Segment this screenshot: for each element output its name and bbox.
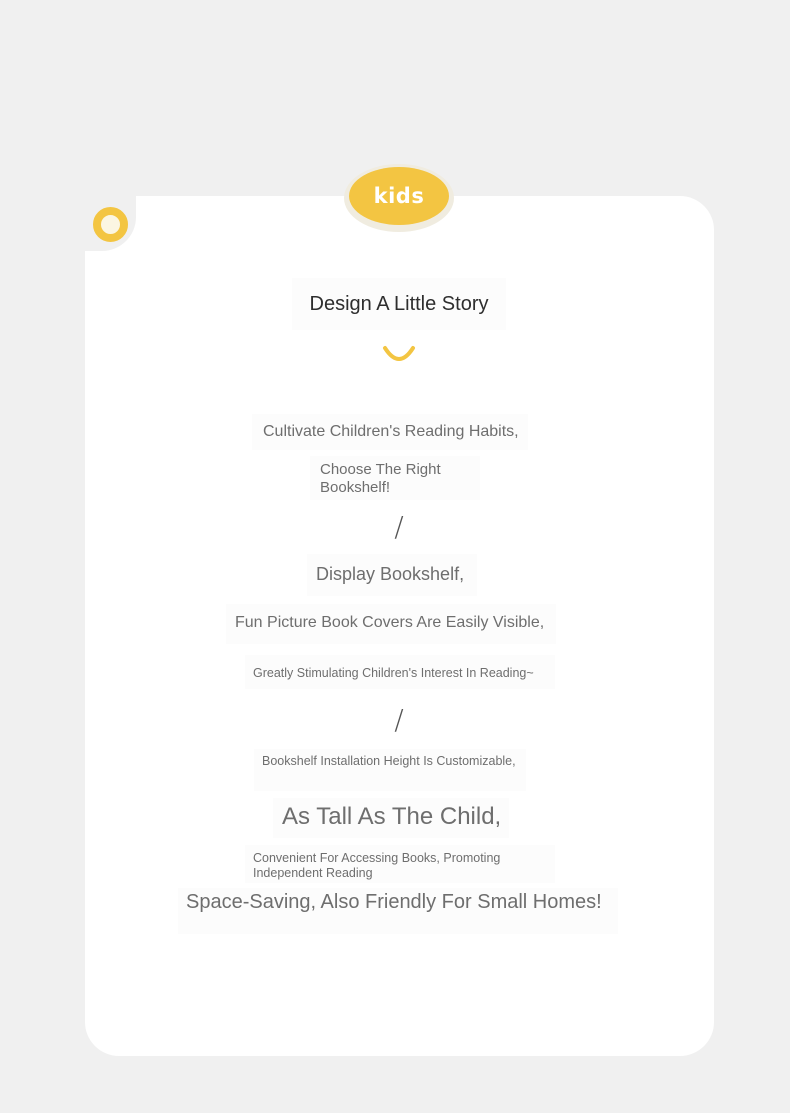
text-line-choose-bookshelf: Choose The Right Bookshelf!	[310, 456, 480, 500]
page-title-text: Design A Little Story	[309, 292, 489, 315]
kids-badge	[349, 167, 449, 225]
text-line-space-saving: Space-Saving, Also Friendly For Small Homes!	[178, 888, 618, 934]
text-line-display-bookshelf: Display Bookshelf,	[307, 554, 477, 596]
text-line-covers-visible: Fun Picture Book Covers Are Easily Visible,	[226, 604, 556, 644]
page-title	[292, 278, 506, 330]
text-line-as-tall-as-child: As Tall As The Child,	[273, 798, 509, 838]
kids-badge-label: kids	[373, 184, 425, 208]
text-line-stimulating-interest: Greatly Stimulating Children's Interest In Reading~	[245, 655, 555, 689]
smile-icon	[382, 344, 416, 364]
text-line-reading-habits: Cultivate Children's Reading Habits,	[252, 414, 528, 450]
text-line-independent-reading: Convenient For Accessing Books, Promoting Independent Reading	[245, 845, 555, 883]
separator-slash: /	[394, 510, 404, 543]
text-line-height-customizable: Bookshelf Installation Height Is Customizable,	[254, 749, 526, 791]
ring-icon	[93, 207, 128, 242]
separator-slash: /	[394, 703, 404, 736]
